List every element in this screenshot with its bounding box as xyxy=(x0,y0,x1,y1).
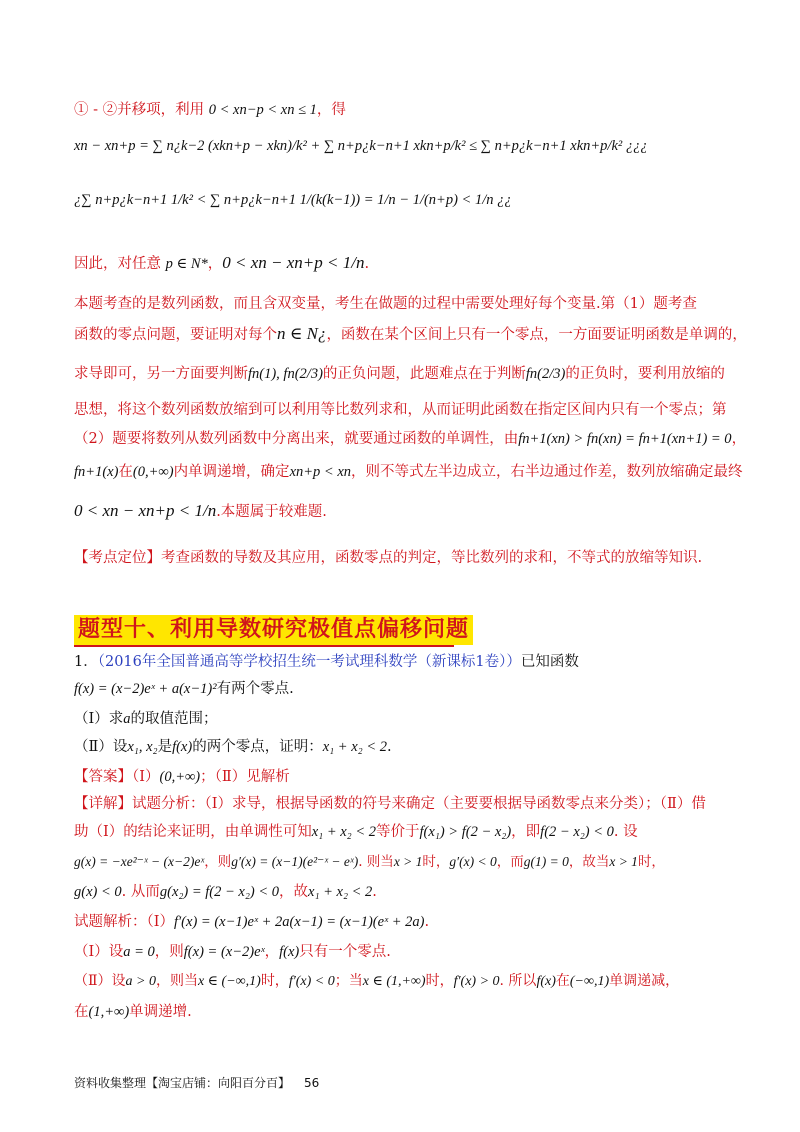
text: 的正负问题，此题难点在于判断 xyxy=(322,366,526,382)
detail-line-2 xyxy=(74,820,638,841)
text: 在 xyxy=(74,1004,89,1020)
inline-math: a > 0 xyxy=(125,974,156,989)
line-1 xyxy=(74,98,346,119)
text: 是 xyxy=(157,739,173,755)
question-part-2 xyxy=(74,735,392,756)
text: . 所以 xyxy=(499,973,537,989)
text: ， xyxy=(731,431,747,447)
text: 的取值范围； xyxy=(130,711,218,727)
text: . 设 xyxy=(613,824,638,840)
inline-math: g(x) < 0 xyxy=(74,884,122,900)
equation-line-2 xyxy=(74,138,648,155)
detail-line-1 xyxy=(74,792,706,813)
inline-math: f(x) xyxy=(536,974,556,989)
text: - ②并移项，利用 xyxy=(88,102,209,118)
text: 函数的零点问题，要证明对每个 xyxy=(74,327,277,343)
text: 时， xyxy=(260,973,289,989)
text: 内单调递增，确定 xyxy=(173,464,290,480)
inline-math: g′(x) = (x−1)(e²⁻ˣ − eˣ) xyxy=(231,854,359,869)
text: ；（Ⅱ）见解析 xyxy=(200,769,290,785)
text: ，函数在某个区间上只有一个零点，一方面要证明函数是单调的， xyxy=(326,327,747,343)
inline-math: f(x) = (x−2)eˣ xyxy=(183,944,265,960)
question-source: （2016年全国普通高等学校招生统一考试理科数学（新课标1卷）） xyxy=(97,654,521,670)
page-footer xyxy=(74,1074,319,1091)
inline-math: f(x₁) > f(2 − x₂) xyxy=(419,824,512,840)
inline-math: f(x) xyxy=(172,739,193,755)
inline-math: g′(x) < 0 xyxy=(449,854,497,869)
text: （Ⅰ）求 xyxy=(74,711,124,727)
text: 试题分析：（Ⅰ）求导，根据导函数的符号来确定（主要要根据导函数零点来分类）；（Ⅱ）借 xyxy=(132,796,706,812)
text: 有两个零点. xyxy=(216,681,294,697)
inline-math: x₁ + x₂ < 2 xyxy=(322,739,387,755)
answer-tag: 【答案】 xyxy=(74,769,132,785)
solution-case-2 xyxy=(74,970,679,990)
text: （Ⅰ） xyxy=(132,769,160,785)
solution-head xyxy=(74,910,429,931)
inline-math: (−∞,1) xyxy=(569,974,610,989)
text: 助（Ⅰ）的结论来证明，由单调性可知 xyxy=(74,824,312,840)
analysis-p7 xyxy=(74,500,327,521)
inline-math: a xyxy=(123,711,131,727)
question-function xyxy=(74,677,294,698)
detail-line-4 xyxy=(74,880,377,901)
text: 的两个零点，证明： xyxy=(192,739,323,755)
inline-math: x₁, x₂ xyxy=(127,739,158,755)
detail-tag: 【详解】 xyxy=(74,796,132,812)
text: ，故 xyxy=(279,884,309,900)
text: ，得 xyxy=(316,102,346,118)
text: 已知函数 xyxy=(520,654,579,670)
inline-math: xn+p < xn xyxy=(289,464,352,480)
inline-math: (0,+∞) xyxy=(132,464,174,480)
text: 单调递增. xyxy=(129,1004,192,1020)
section-title-underline xyxy=(74,645,454,647)
inline-math: fn(2/3) xyxy=(525,366,566,382)
text: . 从而 xyxy=(121,884,160,900)
inline-math: f′(x) < 0 xyxy=(288,974,335,989)
inline-math: f(x) xyxy=(279,944,300,960)
section-title xyxy=(74,615,473,645)
display-math: ¿∑ n+p¿k−n+1 1/k² < ∑ n+p¿k−n+1 1/(k(k−1)) = 1/n − 1/(n+p) < 1/n ¿¿ xyxy=(74,192,512,208)
analysis-p5 xyxy=(74,427,746,448)
inline-math: x₁ + x₂ < 2 xyxy=(308,884,373,900)
inline-math: x ∈ (−∞,1) xyxy=(197,974,261,989)
analysis-p6 xyxy=(74,460,743,481)
inline-math: f′(x) > 0 xyxy=(453,974,500,989)
analysis-p4: 思想，将这个数列函数放缩到可以利用等比数列求和，从而证明此函数在指定区间内只有一个零点；第 xyxy=(74,402,727,418)
text: （2）题要将数列从数列函数中分离出来，就要通过函数的单调性，由 xyxy=(74,431,519,447)
inline-math: (0,+∞) xyxy=(159,769,201,785)
analysis-p3 xyxy=(74,362,725,383)
footer-text: 资料收集整理【淘宝店铺：向阳百分百】 xyxy=(74,1076,291,1090)
text: 的正负时，要利用放缩的 xyxy=(565,366,725,382)
line-4 xyxy=(74,252,369,273)
text: ，即 xyxy=(511,824,541,840)
text: . xyxy=(424,914,430,930)
analysis-p2 xyxy=(74,323,747,344)
detail-line-3 xyxy=(74,850,665,870)
inline-math: n ∈ N¿ xyxy=(277,324,327,343)
inline-math: g(1) = 0 xyxy=(523,854,569,869)
question-part-1 xyxy=(74,707,217,728)
circled-one: ① xyxy=(74,102,89,118)
inline-math: fn+1(x) xyxy=(74,464,119,480)
inline-math: 0 < xn − xn+p < 1/n xyxy=(222,253,365,272)
text: 在 xyxy=(555,973,570,989)
key-point-text: 考查函数的导数及其应用，函数零点的判定，等比数列的求和，不等式的放缩等知识. xyxy=(161,550,703,566)
key-point xyxy=(74,546,702,567)
inline-math: (1,+∞) xyxy=(88,1004,130,1020)
inline-math: f(2 − x₂) < 0 xyxy=(540,824,614,840)
text: （Ⅰ）设 xyxy=(74,944,124,960)
inline-math: 0 < xn − xn+p < 1/n xyxy=(74,501,217,520)
inline-math: fn+1(xn) > fn(xn) = fn+1(xn+1) = 0 xyxy=(518,431,732,447)
text: 等价于 xyxy=(376,824,420,840)
key-point-tag: 【考点定位】 xyxy=(74,550,161,566)
text: 因此，对任意 xyxy=(74,256,166,272)
display-math: xn − xn+p = ∑ n¿k−2 (xkn+p − xkn)/k² + ∑ n+p¿k−n+1 xkn+p/k² ≤ ∑ n+p¿k−n+1 xkn+p/k² ¿¿¿ xyxy=(74,138,648,154)
inline-math: p ∈ N* xyxy=(165,256,208,272)
text: （Ⅱ）设 xyxy=(74,973,126,989)
analysis-p1: 本题考查的是数列函数，而且含双变量，考生在做题的过程中需要处理好每个变量.第（1）题考查 xyxy=(74,296,697,312)
inline-math: x ∈ (1,+∞) xyxy=(362,974,426,989)
text: ， xyxy=(207,256,223,272)
text: . xyxy=(372,884,377,900)
page-number: 56 xyxy=(304,1076,320,1090)
inline-math: f(x) = (x−2)eˣ + a(x−1)² xyxy=(74,681,217,697)
solution-case-1 xyxy=(74,940,391,961)
text: 单调递减， xyxy=(609,973,680,989)
text: ，则当 xyxy=(155,973,198,989)
text: . xyxy=(364,256,370,272)
inline-math: x₁ + x₂ < 2 xyxy=(311,824,377,840)
text: ，则 xyxy=(154,944,184,960)
text: 时， xyxy=(425,973,454,989)
text: ，故当 xyxy=(568,854,610,870)
question-1 xyxy=(74,650,579,671)
text: .本题属于较难题. xyxy=(216,504,327,520)
inline-math: 0 < xn−p < xn ≤ 1 xyxy=(208,102,317,118)
text: ，则 xyxy=(204,854,232,870)
text: . xyxy=(386,739,392,755)
text: 只有一个零点. xyxy=(299,944,391,960)
text: 求导即可，另一方面要判断 xyxy=(74,366,248,382)
text: ；当 xyxy=(334,973,363,989)
solution-case-2-cont xyxy=(74,1000,192,1021)
text: ，而 xyxy=(496,854,524,870)
text: 试题解析：（Ⅰ） xyxy=(74,914,174,930)
equation-line-3 xyxy=(74,192,512,209)
text: ， xyxy=(264,944,280,960)
text: ，则不等式左半边成立，右半边通过作差，数列放缩确定最终 xyxy=(351,464,743,480)
inline-math: x > 1 xyxy=(609,854,638,869)
inline-math: f′(x) = (x−1)eˣ + 2a(x−1) = (x−1)(eˣ + 2a) xyxy=(173,914,425,930)
text: （Ⅱ）设 xyxy=(74,739,128,755)
section-title-text: 题型十、利用导数研究极值点偏移问题 xyxy=(78,617,470,642)
text: . 则当 xyxy=(358,854,394,870)
inline-math: fn(1), fn(2/3) xyxy=(248,366,323,382)
inline-math: a = 0 xyxy=(123,944,155,960)
inline-math: x > 1 xyxy=(393,854,423,869)
text: 时， xyxy=(637,854,665,870)
text: 时， xyxy=(422,854,450,870)
question-number: 1． xyxy=(74,654,98,670)
answer-line xyxy=(74,765,290,786)
inline-math: g(x) = −xe²⁻ˣ − (x−2)eˣ xyxy=(74,854,205,869)
inline-math: g(x₂) = f(2 − x₂) < 0 xyxy=(159,884,280,900)
text: 在 xyxy=(118,464,133,480)
